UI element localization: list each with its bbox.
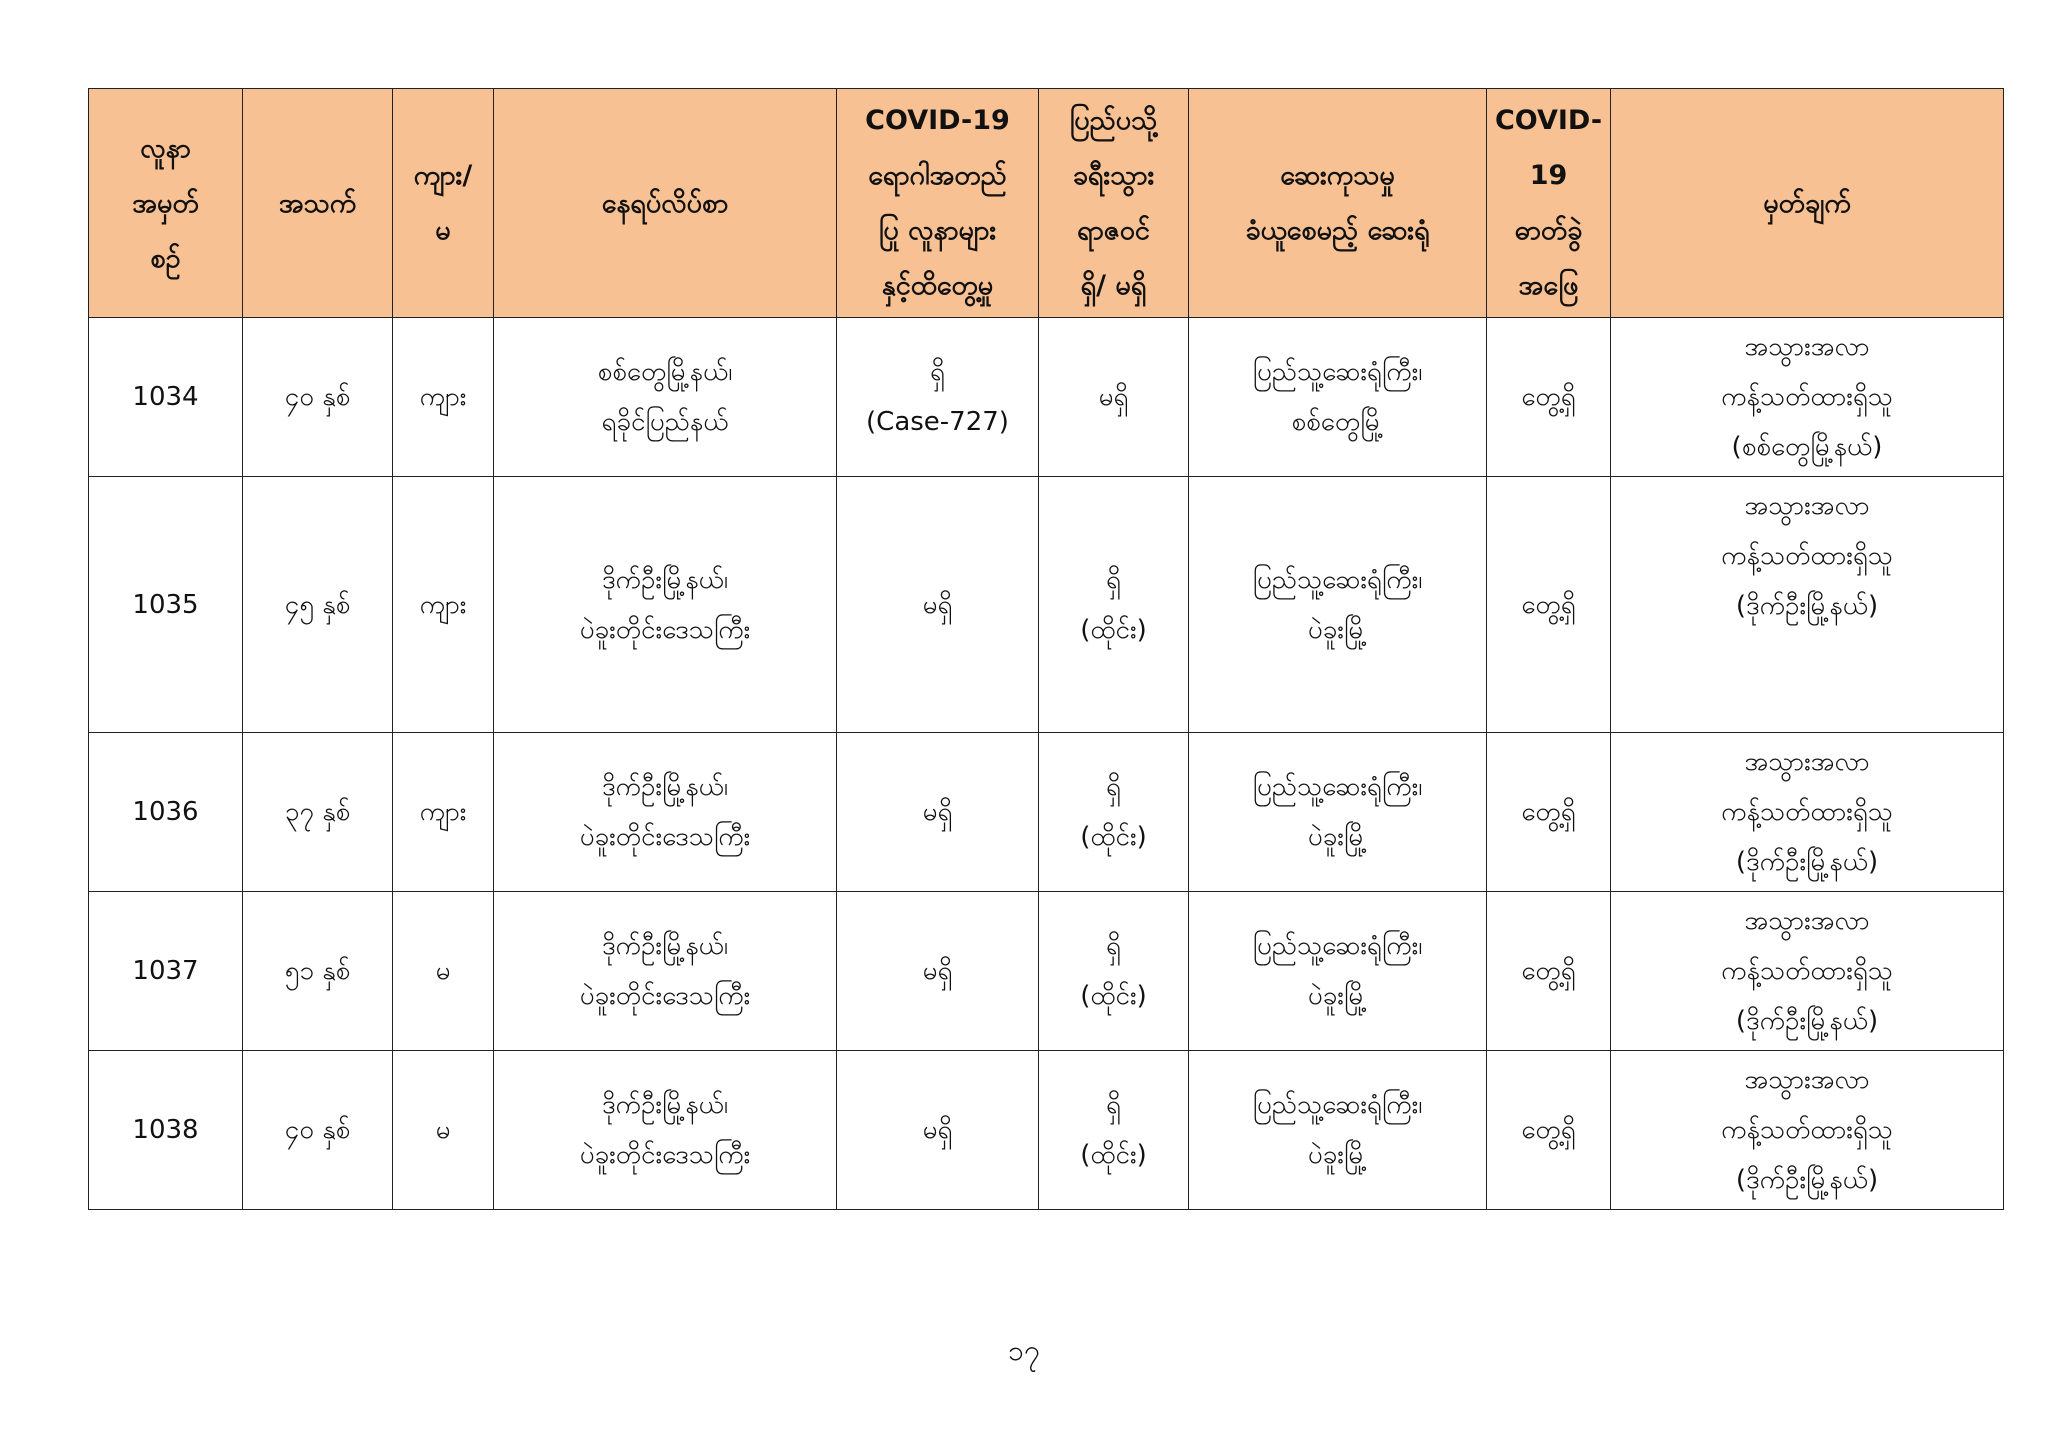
- cell-remarks: အသွားအလာ ကန့်သတ်ထားရှိသူ (ဒိုက်ဦးမြို့နယ်): [1611, 477, 2004, 733]
- header-sex: ကျား/ မ: [393, 89, 494, 318]
- cell-hospital: ပြည်သူ့ဆေးရုံကြီး၊ ပဲခူးမြို့: [1189, 1051, 1487, 1210]
- table-row: [89, 477, 2004, 733]
- cell-sex: ကျား: [393, 477, 494, 733]
- header-patient-number: လူနာ အမှတ် စဉ်: [89, 89, 243, 318]
- cell-contact: ရှိ (Case-727): [837, 318, 1039, 477]
- table-row: [89, 1051, 2004, 1210]
- cell-patient-number: 1037: [89, 892, 243, 1051]
- cell-contact: မရှိ: [837, 1051, 1039, 1210]
- cell-sex: ကျား: [393, 318, 494, 477]
- table-row: [89, 318, 2004, 477]
- header-hospital: ဆေးကုသမှု ခံယူစေမည့် ဆေးရုံ: [1189, 89, 1487, 318]
- cell-age: ၄၀ နှစ်: [243, 318, 393, 477]
- cell-remarks: အသွားအလာ ကန့်သတ်ထားရှိသူ (စစ်တွေမြို့နယ်): [1611, 318, 2004, 477]
- cell-lab-result: တွေ့ရှိ: [1487, 733, 1611, 892]
- page-number: ၁၇: [1008, 1334, 1040, 1367]
- cell-lab-result: တွေ့ရှိ: [1487, 318, 1611, 477]
- cell-age: ၅၁ နှစ်: [243, 892, 393, 1051]
- cell-lab-result: တွေ့ရှိ: [1487, 892, 1611, 1051]
- cell-hospital: ပြည်သူ့ဆေးရုံကြီး၊ ပဲခူးမြို့: [1189, 477, 1487, 733]
- header-travel-history: ပြည်ပသို့ ခရီးသွား ရာဇဝင် ရှိ/ မရှိ: [1039, 89, 1189, 318]
- cell-address: ဒိုက်ဦးမြို့နယ်၊ ပဲခူးတိုင်းဒေသကြီး: [494, 1051, 837, 1210]
- header-row: [89, 89, 2004, 318]
- header-remarks: မှတ်ချက်: [1611, 89, 2004, 318]
- cell-patient-number: 1034: [89, 318, 243, 477]
- table-row: [89, 892, 2004, 1051]
- header-age: အသက်: [243, 89, 393, 318]
- cell-remarks: အသွားအလာ ကန့်သတ်ထားရှိသူ (ဒိုက်ဦးမြို့နယ်): [1611, 1051, 2004, 1210]
- cell-address: ဒိုက်ဦးမြို့နယ်၊ ပဲခူးတိုင်းဒေသကြီး: [494, 733, 837, 892]
- cell-hospital: ပြည်သူ့ဆေးရုံကြီး၊ စစ်တွေမြို့: [1189, 318, 1487, 477]
- cell-travel-history: ရှိ (ထိုင်း): [1039, 892, 1189, 1051]
- cell-sex: မ: [393, 1051, 494, 1210]
- table-row: [89, 733, 2004, 892]
- cell-lab-result: တွေ့ရှိ: [1487, 477, 1611, 733]
- cell-travel-history: ရှိ (ထိုင်း): [1039, 477, 1189, 733]
- cell-contact: မရှိ: [837, 892, 1039, 1051]
- cell-address: စစ်တွေမြို့နယ်၊ ရခိုင်ပြည်နယ်: [494, 318, 837, 477]
- cell-remarks: အသွားအလာ ကန့်သတ်ထားရှိသူ (ဒိုက်ဦးမြို့နယ်): [1611, 733, 2004, 892]
- cell-sex: မ: [393, 892, 494, 1051]
- cell-address: ဒိုက်ဦးမြို့နယ်၊ ပဲခူးတိုင်းဒေသကြီး: [494, 892, 837, 1051]
- cell-age: ၄၀ နှစ်: [243, 1051, 393, 1210]
- cell-travel-history: မရှိ: [1039, 318, 1189, 477]
- cell-travel-history: ရှိ (ထိုင်း): [1039, 733, 1189, 892]
- header-address: နေရပ်လိပ်စာ: [494, 89, 837, 318]
- cell-remarks: အသွားအလာ ကန့်သတ်ထားရှိသူ (ဒိုက်ဦးမြို့နယ်): [1611, 892, 2004, 1051]
- cell-travel-history: ရှိ (ထိုင်း): [1039, 1051, 1189, 1210]
- header-contact: COVID-19 ရောဂါအတည် ပြု လူနာများ နှင့်ထိတွေ့မှု: [837, 89, 1039, 318]
- cell-hospital: ပြည်သူ့ဆေးရုံကြီး၊ ပဲခူးမြို့: [1189, 892, 1487, 1051]
- cell-lab-result: တွေ့ရှိ: [1487, 1051, 1611, 1210]
- cases-table: [88, 88, 2004, 1210]
- cell-patient-number: 1036: [89, 733, 243, 892]
- cell-patient-number: 1038: [89, 1051, 243, 1210]
- cell-patient-number: 1035: [89, 477, 243, 733]
- cell-sex: ကျား: [393, 733, 494, 892]
- cell-age: ၄၅ နှစ်: [243, 477, 393, 733]
- cell-age: ၃၇ နှစ်: [243, 733, 393, 892]
- cell-address: ဒိုက်ဦးမြို့နယ်၊ ပဲခူးတိုင်းဒေသကြီး: [494, 477, 837, 733]
- cell-hospital: ပြည်သူ့ဆေးရုံကြီး၊ ပဲခူးမြို့: [1189, 733, 1487, 892]
- header-lab-result: COVID- 19 ဓာတ်ခွဲ အဖြေ: [1487, 89, 1611, 318]
- cell-contact: မရှိ: [837, 477, 1039, 733]
- cell-contact: မရှိ: [837, 733, 1039, 892]
